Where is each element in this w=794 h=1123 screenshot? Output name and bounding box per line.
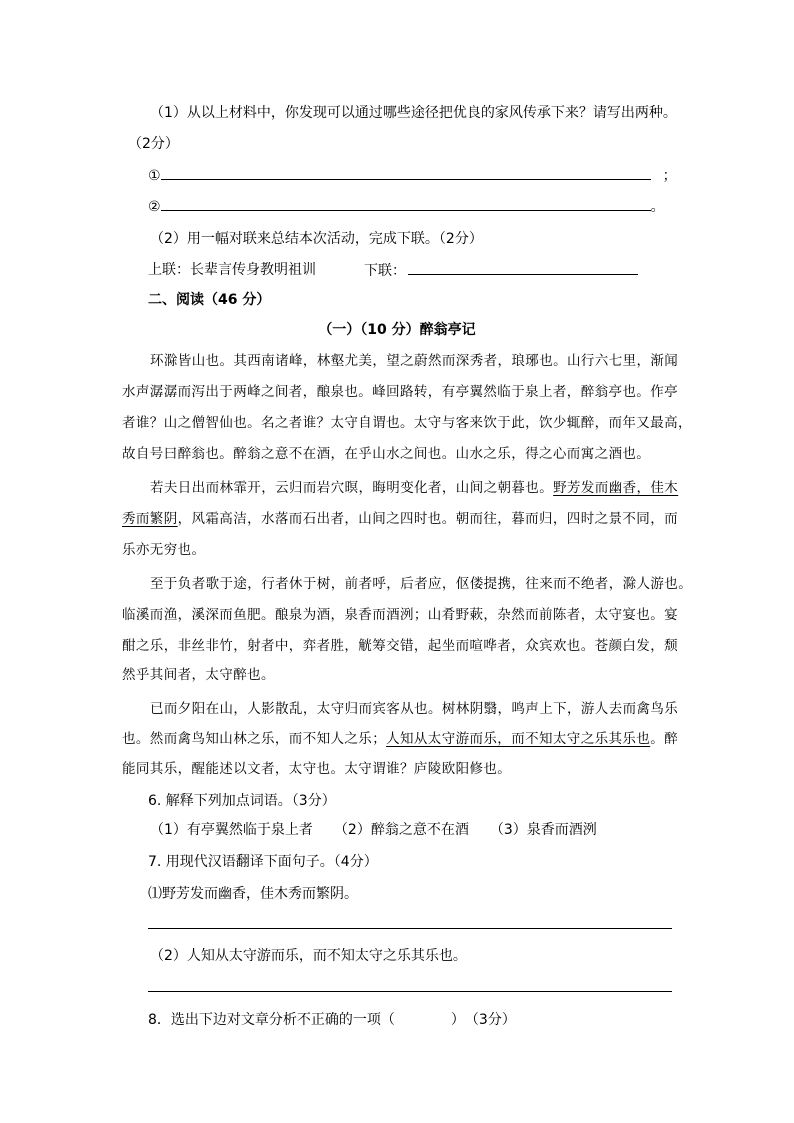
passage-p3-line2: 临溪而渔，溪深而鱼肥。酿泉为酒，泉香而酒洌；山肴野蔌，杂然而前陈者，太守宴也。宴 [122, 607, 678, 623]
passage-p1-line1: 环滁皆山也。其西南诸峰，林壑尤美，望之蔚然而深秀者，琅琊也。山行六七里，渐闻 [150, 353, 679, 369]
question-7-sentence-1: ⑴野芳发而幽香，佳木秀而繁阴。 [148, 886, 358, 902]
passage-p1-line2: 水声潺潺而泻出于两峰之间者，酿泉也。峰回路转，有亭翼然临于泉上者，醉翁亭也。作亭 [122, 384, 678, 400]
answer-2-end: 。 [650, 199, 665, 215]
question-6-items: （1）有亭翼然临于泉上者 （2）醉翁之意不在酒 （3）泉香而酒洌 [150, 822, 597, 838]
answer-7-1-line[interactable] [148, 928, 672, 929]
passage-p3-line3: 酣之乐，非丝非竹，射者中，弈者胜，觥筹交错，起坐而喧哗者，众宾欢也。苍颜白发，颓 [122, 638, 678, 654]
question-8-text: 8．选出下边对文章分析不正确的一项（ ） （3分） [148, 1012, 516, 1028]
answer-2-marker: ② [148, 199, 161, 215]
passage-p3-line4: 然乎其间者，太守醉也。 [122, 667, 275, 683]
passage-p4-line1: 已而夕阳在山，人影散乱，太守归而宾客从也。树林阴翳，鸣声上下，游人去而禽鸟乐 [150, 701, 679, 717]
passage-p4-underlined: 人知从太守游而乐，而不知太守之乐其乐也 [386, 731, 651, 747]
passage-p2-underlined-a: 野芳发而幽香，佳木 [553, 480, 679, 496]
passage-p3-line1: 至于负者歌于途，行者休于树，前者呼，后者应，伛偻提携，往来而不绝者，滁人游也。 [150, 576, 693, 592]
couplet-lower-blank[interactable] [408, 260, 638, 275]
passage-p2-line3: 乐亦无穷也。 [122, 542, 206, 558]
section-2-title: 二、阅读（46 分） [148, 292, 271, 308]
passage-title: （一）（10 分）醉翁亭记 [318, 322, 476, 338]
question-7-text: 7. 用现代汉语翻译下面句子。（4分） [148, 854, 378, 870]
passage-p1-line4: 故自号曰醉翁也。醉翁之意不在酒，在乎山水之间也。山水之乐，得之心而寓之酒也。 [122, 446, 651, 462]
passage-p2-text: 若夫日出而林霏开，云归而岩穴暝，晦明变化者，山间之朝暮也。 [150, 480, 554, 496]
answer-2-row [148, 196, 665, 217]
couplet-lower-label: 下联： [364, 263, 406, 279]
answer-1-end: ； [662, 168, 677, 184]
couplet-lower-row [364, 260, 638, 281]
question-2-text: （2）用一幅对联来总结本次活动，完成下联。（2分） [150, 231, 483, 247]
answer-1-blank[interactable] [161, 165, 651, 180]
passage-p4-text-2: 。醉 [650, 731, 679, 747]
question-7-sentence-2: （2）人知从太守游而乐，而不知太守之乐其乐也。 [150, 948, 467, 964]
passage-p1-line3: 者谁？山之僧智仙也。名之者谁？太守自谓也。太守与客来饮于此，饮少辄醉，而年又最高， [122, 415, 692, 431]
passage-p2-line2 [122, 509, 678, 529]
couplet-upper: 上联：长辈言传身教明祖训 [148, 262, 316, 278]
passage-p2-text-2: ，风霜高洁，水落而石出者，山间之四时也。朝而往，暮而归，四时之景不同，而 [177, 511, 679, 527]
passage-p4-line2 [122, 729, 678, 749]
answer-1-marker: ① [148, 168, 161, 184]
passage-p4-line3: 能同其乐，醒能述以文者，太守也。太守谓谁？庐陵欧阳修也。 [122, 761, 512, 777]
answer-2-blank[interactable] [161, 196, 651, 211]
passage-p2-underlined-b: 秀而繁阴 [122, 511, 178, 527]
question-1-text: （1）从以上材料中，你发现可以通过哪些途径把优良的家风传承下来？请写出两种。 [150, 105, 677, 121]
question-6-text: 6. 解释下列加点词语。（3分） [148, 793, 336, 809]
answer-1-row [148, 165, 677, 186]
passage-p4-text: 也。然而禽鸟知山林之乐，而不知人之乐； [122, 731, 387, 747]
answer-7-2-line[interactable] [148, 991, 672, 992]
question-1-score: （2分） [128, 136, 179, 152]
passage-p2-line1 [150, 478, 678, 498]
